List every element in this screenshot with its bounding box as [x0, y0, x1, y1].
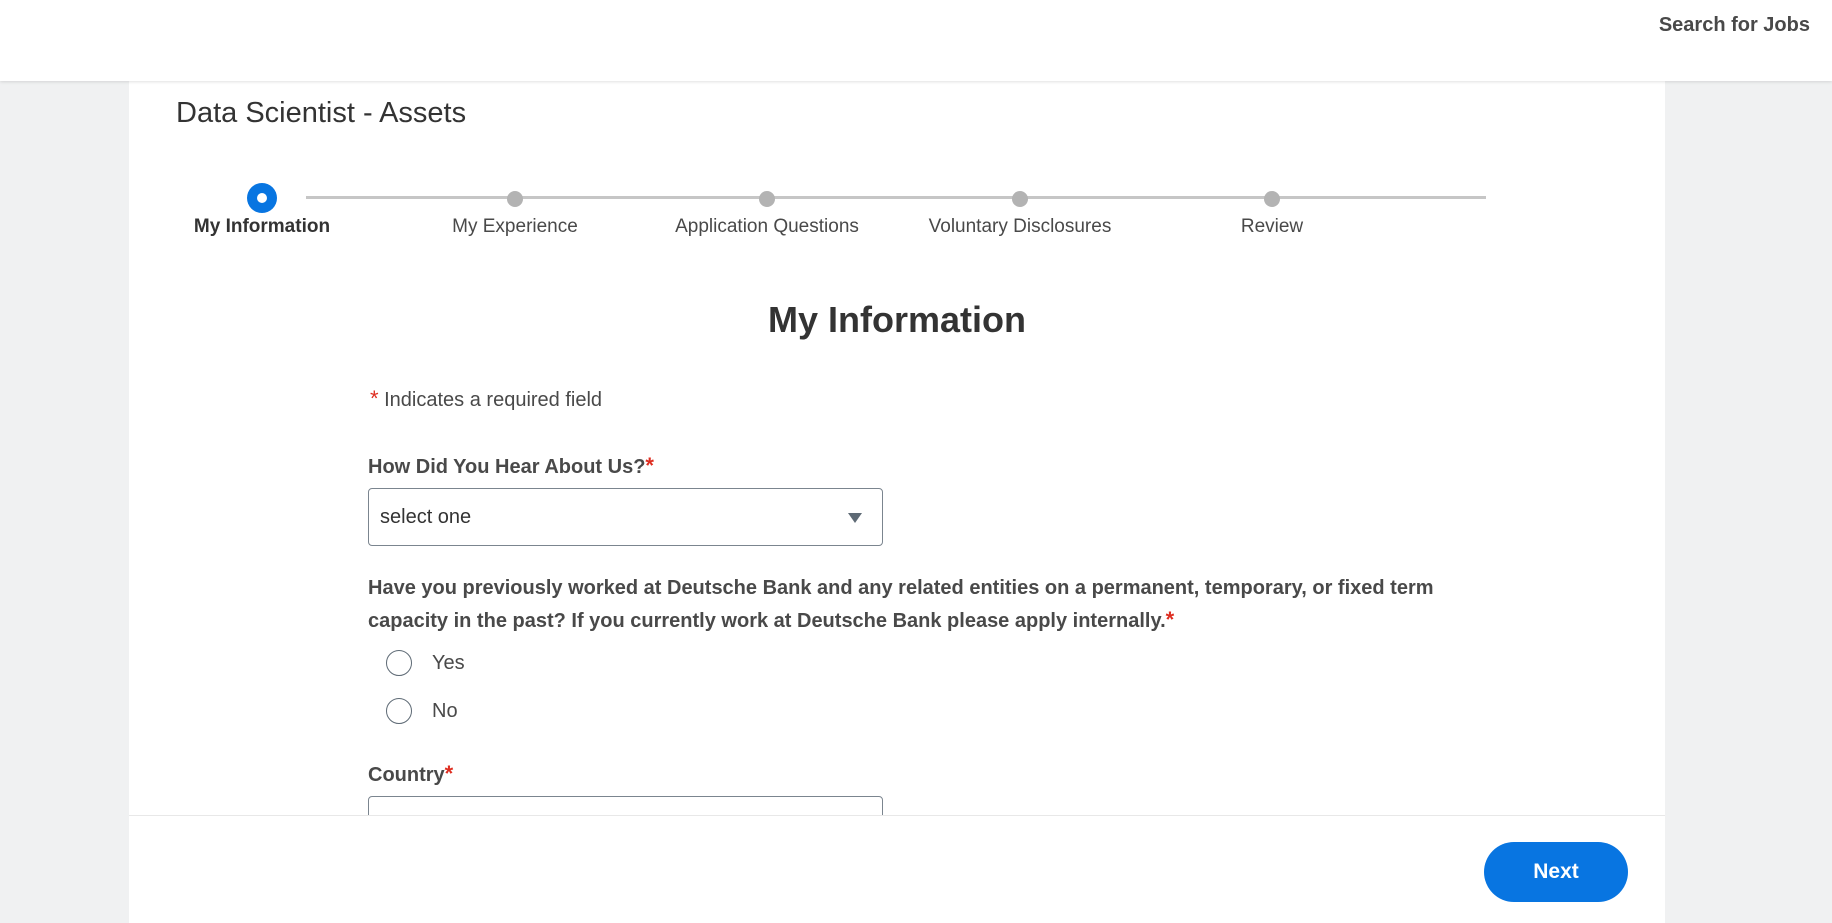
required-note-text: Indicates a required field [384, 389, 603, 411]
step-active-indicator-icon [247, 183, 277, 213]
step-dot-icon [1264, 191, 1280, 207]
country-label-text: Country [368, 764, 445, 786]
required-asterisk: * [645, 453, 654, 478]
next-button[interactable]: Next [1484, 842, 1628, 902]
required-asterisk: * [444, 761, 454, 786]
previous-worked-question [368, 573, 1468, 637]
required-asterisk: * [1165, 607, 1175, 632]
progress-stepper [129, 81, 1665, 261]
step-dot-icon [1012, 191, 1028, 207]
hear-about-label [368, 453, 654, 479]
required-asterisk: * [370, 386, 379, 411]
step-label-voluntary-disclosures: Voluntary Disclosures [928, 216, 1112, 237]
hear-about-label-text: How Did You Hear About Us? [368, 456, 646, 478]
radio-yes-label[interactable]: Yes [432, 652, 465, 674]
search-for-jobs-link[interactable]: Search for Jobs [1658, 14, 1810, 36]
hear-about-select[interactable] [368, 488, 883, 546]
radio-no-circle-icon[interactable] [386, 698, 412, 724]
application-card [129, 81, 1665, 922]
step-label-my-experience: My Experience [452, 216, 578, 237]
radio-yes-circle-icon[interactable] [386, 650, 412, 676]
radio-no-label[interactable]: No [432, 700, 458, 722]
country-label [368, 761, 453, 787]
step-dot-icon [507, 191, 523, 207]
previous-worked-question-text: Have you previously worked at Deutsche Bank and any related entities on a permanent, temporary, or fixed term capacity in the past? If you currently work at Deutsche Bank please apply internally. [368, 577, 1434, 632]
section-title: My Information [768, 299, 1026, 340]
step-dot-icon [759, 191, 775, 207]
required-field-note [370, 386, 602, 412]
job-title: Data Scientist - Assets [176, 97, 467, 129]
chevron-down-icon [848, 513, 862, 523]
step-label-review: Review [1240, 216, 1304, 237]
footer-bar [129, 815, 1665, 923]
hear-about-select-value: select one [380, 506, 472, 528]
top-header [0, 0, 1832, 81]
step-label-my-information: My Information [193, 216, 331, 237]
step-label-application-questions: Application Questions [675, 216, 859, 237]
